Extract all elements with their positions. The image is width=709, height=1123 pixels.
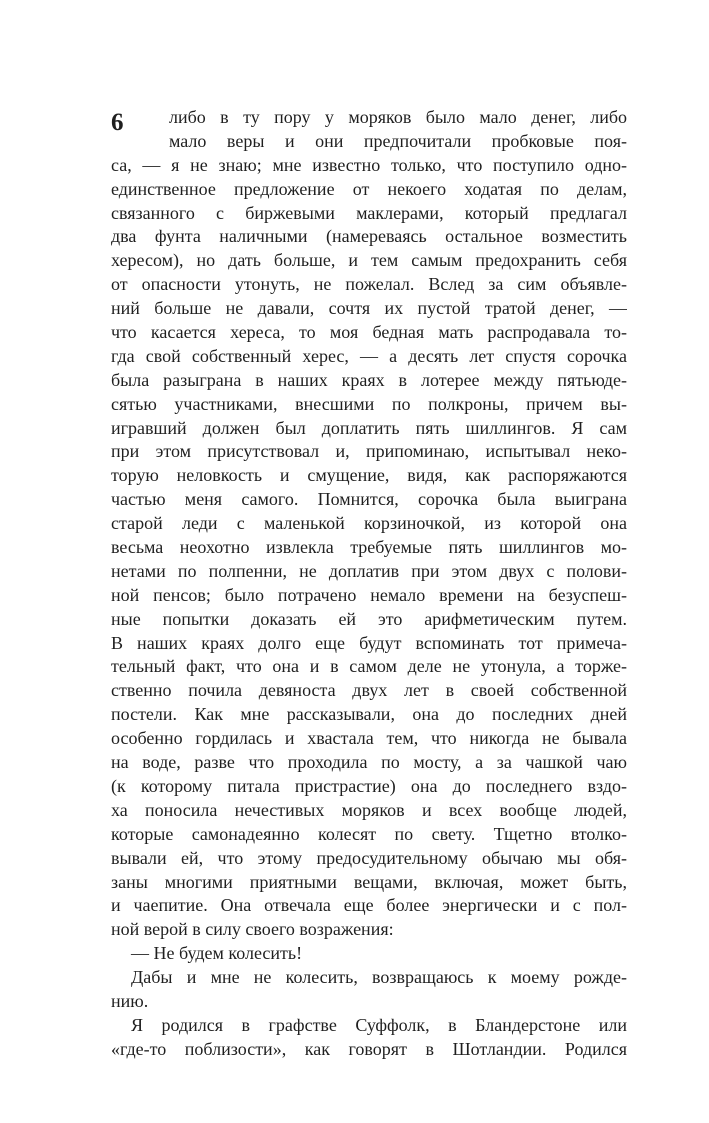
text-line: была разыграна в наших краях в лотерее между пятьюде- (111, 369, 627, 390)
text-line: В наших краях долго еще будут вспоминать тот примеча- (111, 632, 627, 653)
text-line: ные попытки доказать ей это арифметическим путем. (111, 608, 627, 629)
text-line: что касается хереса, то моя бедная мать распродавала то- (111, 322, 627, 343)
text-line: сятью участниками, внесшими по полкроны, причем вы- (111, 393, 627, 414)
text-line: либо в ту пору у моряков было мало денег, либо (169, 107, 627, 127)
text-line: заны многими приятными вещами, включая, может быть, (111, 871, 627, 892)
text-line: особенно гордилась и хвастала тем, что никогда не бывала (111, 728, 627, 749)
text-line: ной пенсов; было потрачено немало времени на безуспеш- (111, 584, 627, 605)
text-line: старой леди с маленькой корзиночкой, из которой она (111, 513, 627, 534)
text-line: связанного с биржевыми маклерами, который предлагал (111, 202, 627, 223)
text-line: которые самонадеянно колесят по свету. Тщетно втолко- (111, 823, 627, 844)
text-line: са, — я не знаю; мне известно только, что поступило одно- (111, 154, 627, 175)
text-line: от опасности утонуть, не пожелал. Вслед за сим объявле- (111, 274, 627, 295)
text-line: ний больше не давали, сочтя их пустой тратой денег, — (111, 298, 627, 319)
text-line: два фунта наличными (намереваясь остальное возместить (111, 226, 627, 247)
text-line: «где-то поблизости», как говорят в Шотландии. Родился (111, 1038, 627, 1059)
text-line: при этом присутствовал и, припоминаю, испытывал неко- (111, 441, 627, 462)
text-line: хересом), но дать больше, и тем самым предохранить себя (111, 250, 627, 271)
text-line: тельный факт, что она и в самом деле не утонула, а торже- (111, 656, 627, 677)
text-line: постели. Как мне рассказывали, она до последних дней (111, 704, 627, 725)
text-line: нию. (111, 990, 149, 1011)
text-line: (к которому питала пристрастие) она до последнего вздо- (111, 775, 627, 796)
text-line: нетами по полпенни, не доплатив при этом двух с полови- (111, 560, 627, 581)
text-line: и чаепитие. Она отвечала еще более энергически и с пол- (111, 895, 627, 916)
page-number: 6 (111, 109, 124, 136)
text-line: ха поносила нечестивых моряков и всех вообще людей, (111, 799, 627, 820)
text-line: торую неловкость и смущение, видя, как распоряжаются (111, 465, 627, 486)
text-line: игравший должен был доплатить пять шиллингов. Я сам (111, 417, 627, 438)
text-line: на воде, разве что проходила по мосту, а за чашкой чаю (111, 752, 627, 773)
text-line: ной верой в силу своего возражения: (111, 919, 394, 940)
text-line: гда свой собственный херес, — а десять лет спустя сорочка (111, 345, 627, 366)
text-line: единственное предложение от некоего ходатая по делам, (111, 178, 627, 199)
paragraph-first-line: Я родился в графстве Суффолк, в Бландерстоне или (131, 1014, 627, 1035)
text-line: весьма неохотно извлекла требуемые пять шиллингов мо- (111, 537, 627, 558)
text-line: мало веры и они предпочитали пробковые поя- (169, 130, 627, 151)
text-line: вывали ей, что этому предосудительному обычаю мы обя- (111, 847, 627, 868)
text-line: частью меня самого. Помнится, сорочка была выиграна (111, 489, 627, 510)
text-line: ственно почила девяноста двух лет в своей собственной (111, 680, 627, 701)
paragraph-first-line: Дабы и мне не колесить, возвращаюсь к моему рожде- (131, 967, 627, 988)
dialogue-line: — Не будем колесить! (131, 943, 303, 964)
body-text (111, 106, 627, 1062)
